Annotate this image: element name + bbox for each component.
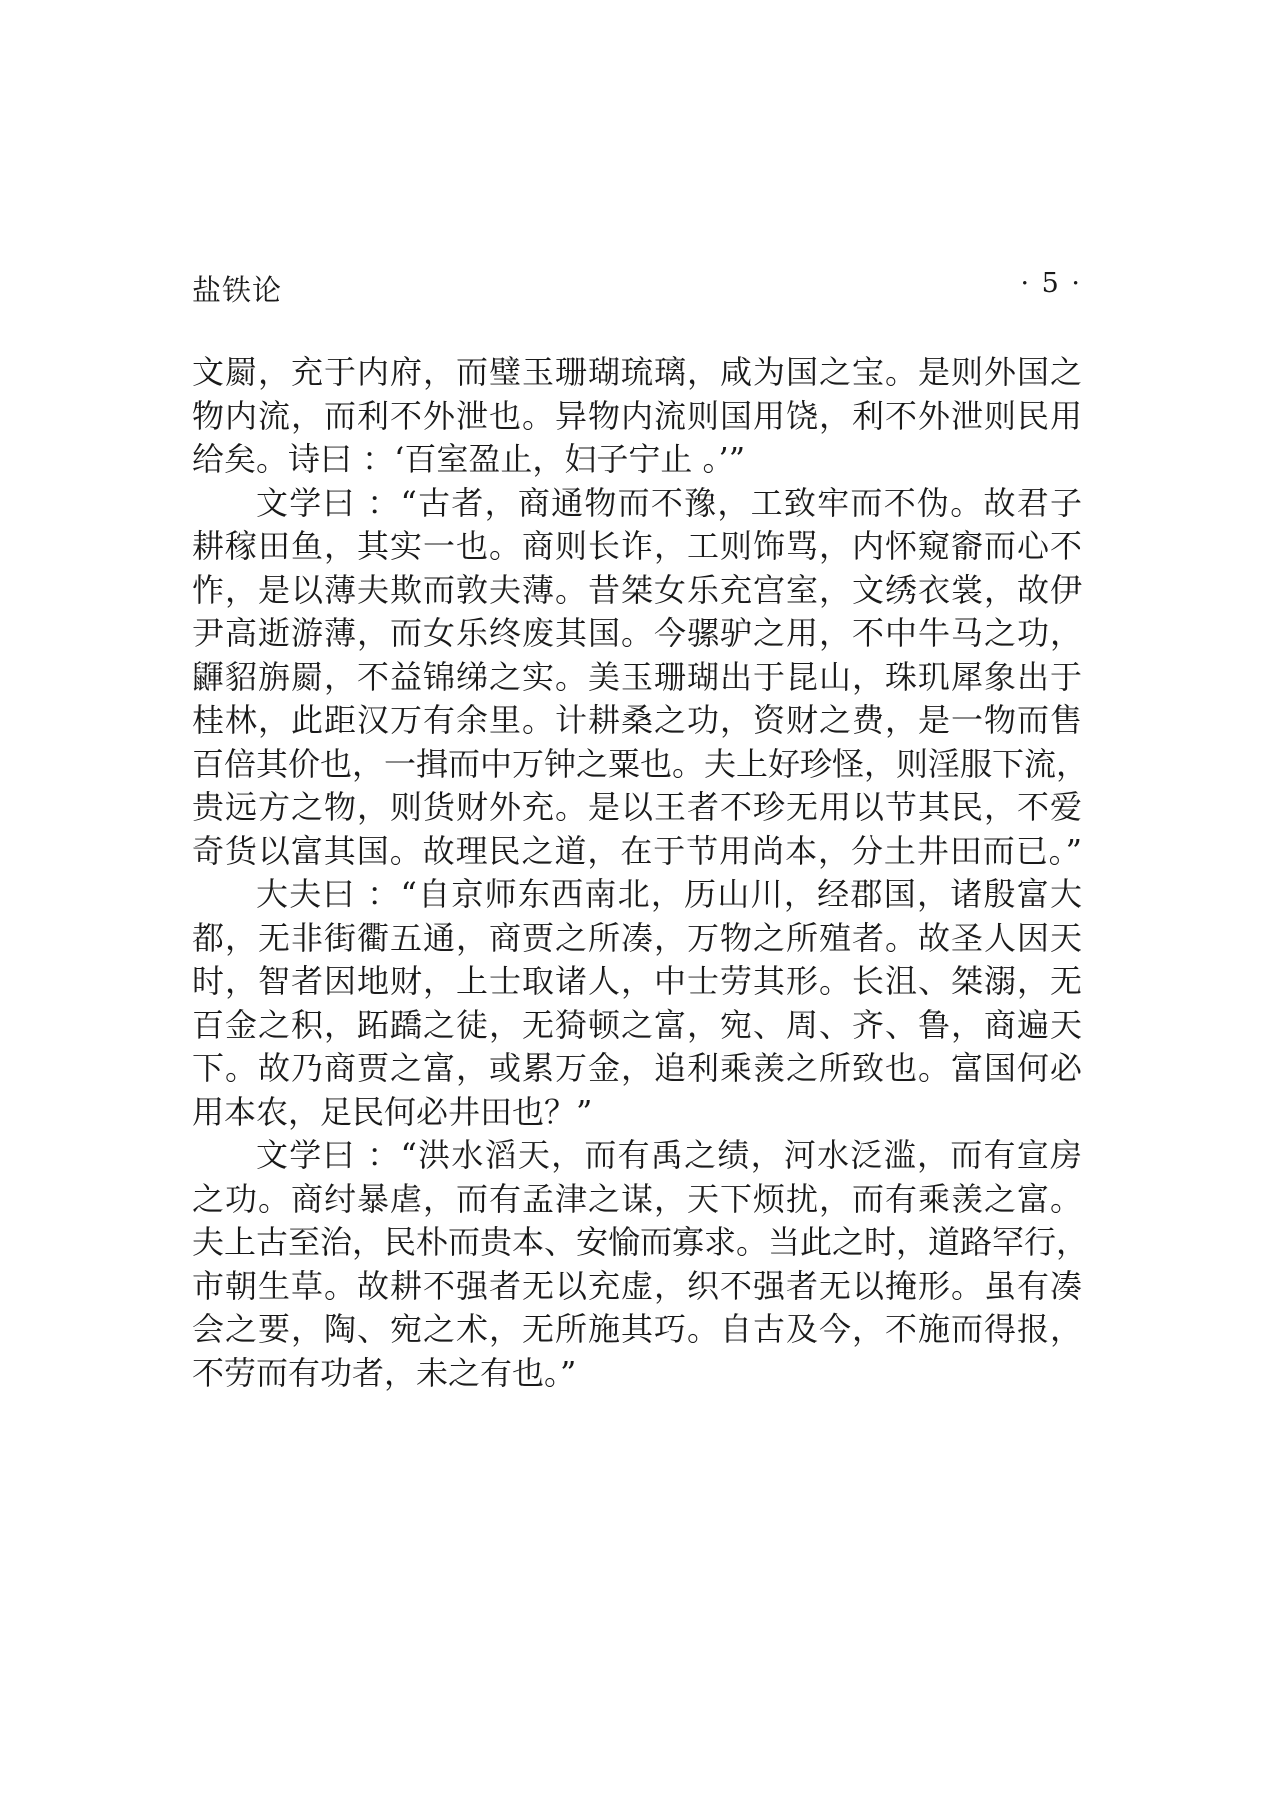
text-line: 之功。商纣暴虐，而有孟津之谋，天下烦扰，而有乘羡之富。 (192, 1179, 1082, 1218)
text-line: 给矣。诗曰 ：‘百室盈止，妇子宁止 。’” (192, 440, 746, 478)
text-line: 会之要，陶、宛之术，无所施其巧。自古及今，不施而得报， (192, 1310, 1082, 1348)
text-line: 用本农，足民何必井田也？” (192, 1092, 593, 1131)
text-line: 鼲貂旃罽，不益锦绨之实。美玉珊瑚出于昆山，珠玑犀象出于 (192, 657, 1082, 696)
text-line: 物内流，而利不外泄也。异物内流则国用饶，利不外泄则民用 (192, 396, 1082, 435)
text-line: 不劳而有功者，未之有也。” (192, 1353, 577, 1392)
text-line: 桂林，此距汉万有余里。计耕桑之功，资财之费，是一物而售 (192, 701, 1082, 739)
text-line: 尹高逝游薄，而女乐终废其国。今骡驴之用，不中牛马之功， (192, 614, 1082, 652)
page-number: · 5 · (1020, 268, 1082, 299)
text-line: 夫上古至治，民朴而贵本、安愉而寡求。当此之时，道路罕行， (192, 1223, 1089, 1261)
text-line: 文罽，充于内府，而璧玉珊瑚琉璃，咸为国之宝。是则外国之 (192, 353, 1082, 391)
text-line: 贵远方之物，则货财外充。是以王者不珍无用以节其民，不爱 (192, 788, 1082, 826)
text-line: 百倍其价也，一揖而中万钟之粟也。夫上好珍怪，则淫服下流， (192, 744, 1089, 783)
text-line: 奇货以富其国。故理民之道，在于节用尚本，分土井田而已。” (192, 831, 1082, 870)
text-line: 怍，是以薄夫欺而敦夫薄。昔桀女乐充宫室，文绣衣裳，故伊 (192, 570, 1082, 609)
text-line: 下。故乃商贾之富，或累万金，追利乘羡之所致也。富国何必 (192, 1049, 1082, 1087)
page-header (192, 268, 1082, 308)
text-line: 市朝生草。故耕不强者无以充虚，织不强者无以掩形。虽有凑 (192, 1266, 1082, 1305)
text-line: 都，无非街衢五通，商贾之所凑，万物之所殖者。故圣人因天 (192, 918, 1082, 957)
text-line: 百金之积，跖蹻之徒，无猗顿之富，宛、周、齐、鲁，商遍天 (192, 1005, 1082, 1044)
body-text (192, 351, 1089, 1395)
paragraph-first-line: 文学曰 ：“古者，商通物而不豫，工致牢而不伪。故君子 (256, 483, 1082, 522)
paragraph-first-line: 大夫曰 ：“自京师东西南北，历山川，经郡国，诸殷富大 (256, 875, 1082, 913)
text-line: 耕稼田鱼，其实一也。商则长诈，工则饰骂，内怀窥窬而心不 (192, 527, 1082, 565)
text-line: 时，智者因地财，上士取诸人，中士劳其形。长沮、桀溺，无 (192, 962, 1082, 1000)
running-title: 盐铁论 (192, 273, 283, 307)
paragraph-first-line: 文学曰 ：“洪水滔天，而有禹之绩，河水泛滥，而有宣房 (256, 1136, 1082, 1174)
